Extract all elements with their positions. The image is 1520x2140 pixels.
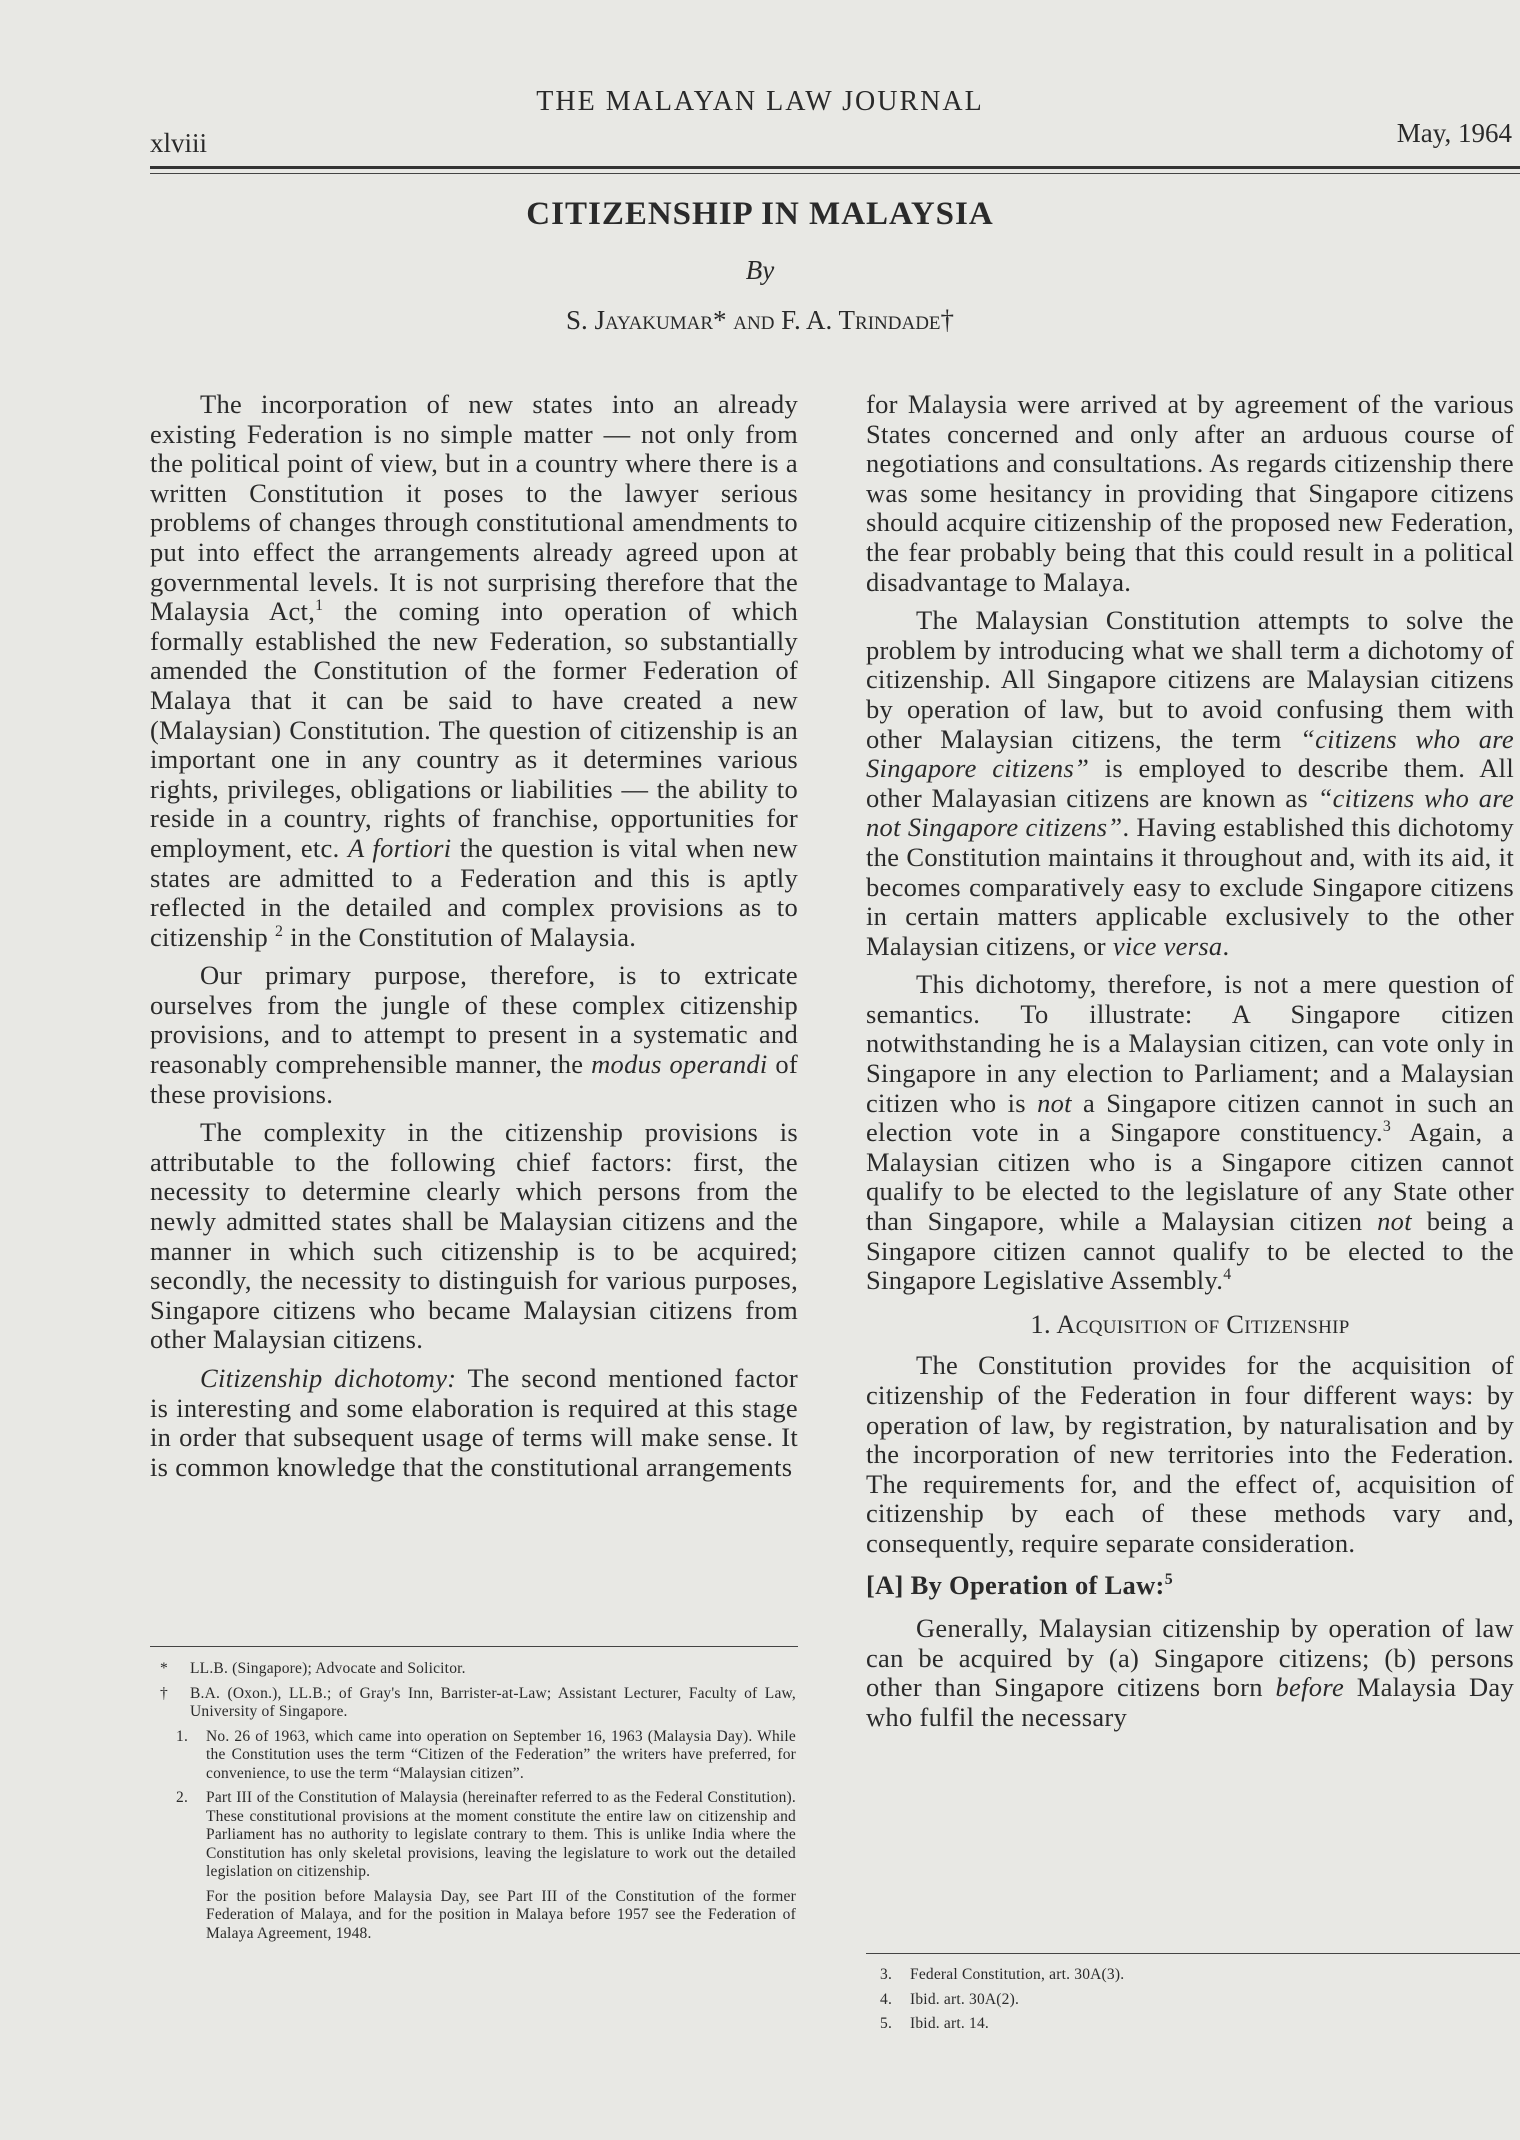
text-run: of these provisions. [150, 1049, 798, 1109]
footnote-ref[interactable]: 5 [1164, 1570, 1173, 1588]
article-title: CITIZENSHIP IN MALAYSIA [526, 196, 994, 232]
issue-date: May, 1964 [1396, 118, 1512, 148]
footnote-marker: 3. [880, 1966, 893, 1983]
footnote-ref[interactable]: 1 [315, 597, 324, 615]
footnote-text: Part III of the Constitution of Malaysia (hereinafter referred to as the Federal Constitution). These constitutional provisions at the moment constitute the entire law on citizenship and Parliament has no authority to legislate contrary to them. This is unlike India where the Constitution has only skeletal provisions, leaving the legislature to work out the detailed legislation on citizenship. [206, 1789, 796, 1880]
footnote-marker: 5. [880, 2015, 893, 2032]
text-run: for Malaysia were arrived at by agreement of the various States concerned and only after an arduous course of negotiations and consultations. As regards citizenship there was some hesitancy in providing that Singapore citizens should acquire citizenship of the proposed new Federation, the fear probably being that this could result in a political disadvantage to Malaya. [866, 389, 1514, 597]
paragraph [150, 1118, 798, 1355]
text-run: Generally, Malaysian citizenship by operation of law can be acquired by (a) Singapore citizens; (b) persons other than Singapore citizens born [866, 1613, 1514, 1703]
text-run: The incorporation of new states into an already existing Federation is no simple matter — not only from the political point of view, but in a country where there is a written Constitution it poses to the lawyer serious problems of changes through constitutional amendments to put into effect the arrangements already agreed upon at governmental levels. It is not surprising therefore that the Malaysia Act, [150, 389, 798, 627]
journal-title: THE MALAYAN LAW JOURNAL [536, 86, 984, 117]
footnote [880, 1966, 1480, 1985]
text-run: . Having established this dichotomy the Constitution maintains it throughout and, with its aid, it becomes comparatively easy to exclude Singapore citizens in certain matters applicable exclusively to the other Malaysian citizens, or [866, 812, 1514, 961]
footnote [160, 1789, 796, 1882]
left-footnotes [160, 1660, 796, 1949]
header-rule-thin [150, 173, 1520, 174]
right-footnotes [880, 1966, 1480, 2040]
text-run: This dichotomy, therefore, is not a mere question of semantics. To illustrate: A Singapore citizen notwithstanding he is a Malaysian citizen, can vote only in Singapore in any election to Parliament; and a Malaysian citizen who is [866, 969, 1514, 1118]
text-run: the coming into operation of which formally established the new Federation, so substantially amended the Constitution of the former Federation of Malaya that it can be said to have created a new (Malaysian) Constitution. The question of citizenship is an important one in any country as it determines various rights, privileges, obligations or liabilities — the ability to reside in a country, rights of franchise, opportunities for employment, etc. [150, 596, 799, 863]
text-run: The second mentioned factor is interesting and some elaboration is required at this stage in order that subsequent usage of terms will make sense. It is common knowledge that the constitutional arrangements [150, 1363, 798, 1482]
text-run: the question is vital when new states are admitted to a Federation and this is aptly reflected in the detailed and complex provisions as to citizenship [150, 832, 798, 952]
footnote-text: Ibid. art. 30A(2). [910, 1990, 1020, 2008]
footnote-ref[interactable]: 3 [1382, 1118, 1392, 1136]
paragraph [866, 390, 1514, 597]
footnote [160, 1728, 796, 1784]
paragraph [866, 1614, 1514, 1732]
paragraph [866, 1351, 1514, 1558]
text-run: The Constitution provides for the acquisition of citizenship of the Federation in four different ways: by operation of law, by registration, by naturalisation and by the incorporation of new territories into the Federation. The requirements for, and the effect of, acquisition of citizenship by each of these methods vary and, consequently, require separate consideration. [866, 1350, 1514, 1558]
paragraph [866, 606, 1514, 961]
italic-text: modus operandi [591, 1049, 768, 1080]
footnote [160, 1685, 796, 1722]
italic-text: Citizenship dichotomy: [200, 1363, 457, 1393]
text-run: is employed to describe them. All other Malayasian citizens are known as [866, 753, 1514, 813]
italic-text: not [1377, 1206, 1412, 1237]
right-column-body [866, 390, 1514, 1742]
footnote-ref[interactable]: 2 [275, 922, 284, 940]
footnote-ref[interactable]: 4 [1223, 1266, 1232, 1284]
footnote-text: Federal Constitution, art. 30A(3). [910, 1966, 1125, 1983]
text-run: Malaysia Day who fulfil the necessary [866, 1672, 1514, 1732]
text-run: being a Singapore citizen cannot qualify to be elected to the Singapore Legislative Assembly. [866, 1206, 1514, 1296]
italic-text: “citizens who are not Singapore citizens” [866, 782, 1515, 843]
footnote [880, 1991, 1480, 2010]
text-run: The complexity in the citizenship provisions is attributable to the following chief factors: first, the necessity to determine clearly which persons from the newly admitted states shall be Malaysian citizens and the manner in which such citizenship is to be acquired; secondly, the necessity to distinguish for various purposes, Singapore citizens who became Malaysian citizens from other Malaysian citizens. [150, 1117, 798, 1355]
italic-text: vice versa [1112, 930, 1223, 961]
footnote-marker [176, 1888, 206, 1944]
page-number: xlviii [150, 128, 208, 158]
subsection-heading [866, 1571, 1514, 1601]
footnote-text: Ibid. art. 14. [910, 2015, 989, 2032]
text-run: Our primary purpose, therefore, is to extricate ourselves from the jungle of these complex citizenship provisions, and to attempt to present in a systematic and reasonably comprehensible manner, the [150, 960, 798, 1080]
footnote-marker: 4. [880, 1990, 893, 2008]
footnote-marker: 1. [176, 1727, 189, 1745]
text-run: in the Constitution of Malaysia. [283, 921, 637, 952]
italic-text: before [1275, 1672, 1345, 1703]
text-run: 1. Acquisition of Citizenship [1030, 1308, 1350, 1339]
section-heading [866, 1310, 1514, 1340]
paragraph [150, 1364, 798, 1482]
italic-text: “citizens who are Singapore citizens” [866, 723, 1514, 784]
text-run: [A] By Operation of Law: [866, 1569, 1165, 1600]
footnote-marker: † [160, 1684, 168, 1702]
article-authors: S. Jayakumar* and F. A. Trindade† [565, 305, 955, 335]
byline-label: By [745, 255, 775, 285]
paragraph [150, 961, 798, 1109]
paragraph [866, 970, 1514, 1296]
footnote-rule-right [866, 1953, 1520, 1954]
footnote [160, 1888, 796, 1944]
footnote-text: No. 26 of 1963, which came into operation on September 16, 1963 (Malaysia Day). While the Constitution uses the term “Citizen of the Federation” the writers have preferred, for convenience, to use the term “Malaysian citizen”. [206, 1727, 796, 1782]
footnote [160, 1660, 796, 1679]
footnote-text: LL.B. (Singapore); Advocate and Solicitor. [190, 1660, 466, 1677]
italic-text: not [1037, 1087, 1072, 1118]
text-run: Again, a Malaysian citizen who is a Singapore citizen cannot qualify to be elected to the legislature of any State other than Singapore, while a Malaysian citizen [866, 1117, 1514, 1237]
footnote-text: B.A. (Oxon.), LL.B.; of Gray's Inn, Barrister-at-Law; Assistant Lecturer, Faculty of Law, University of Singapore. [190, 1684, 796, 1720]
footnote-marker: 2. [176, 1789, 189, 1806]
left-column-body [150, 390, 798, 1491]
italic-text: A fortiori [347, 832, 452, 863]
footnote-rule-left [150, 1646, 798, 1647]
text-run: a Singapore citizen cannot in such an election vote in a Singapore constituency. [866, 1087, 1515, 1148]
text-run: The Malaysian Constitution attempts to solve the problem by introducing what we shall term a dichotomy of citizenship. All Singapore citizens are Malaysian citizens by operation of law, but to avoid confusing them with other Malaysian citizens, the term [866, 605, 1514, 754]
footnote-text: For the position before Malaysia Day, see Part III of the Constitution of the former Federation of Malaya, and for the position in Malaya before 1957 see the Federation of Malaya Agreement, 1948. [206, 1887, 796, 1942]
paragraph [150, 390, 798, 952]
footnote [880, 2015, 1480, 2034]
text-run: . [1222, 930, 1230, 961]
header-rule [150, 166, 1520, 169]
footnote-marker: * [160, 1660, 168, 1677]
